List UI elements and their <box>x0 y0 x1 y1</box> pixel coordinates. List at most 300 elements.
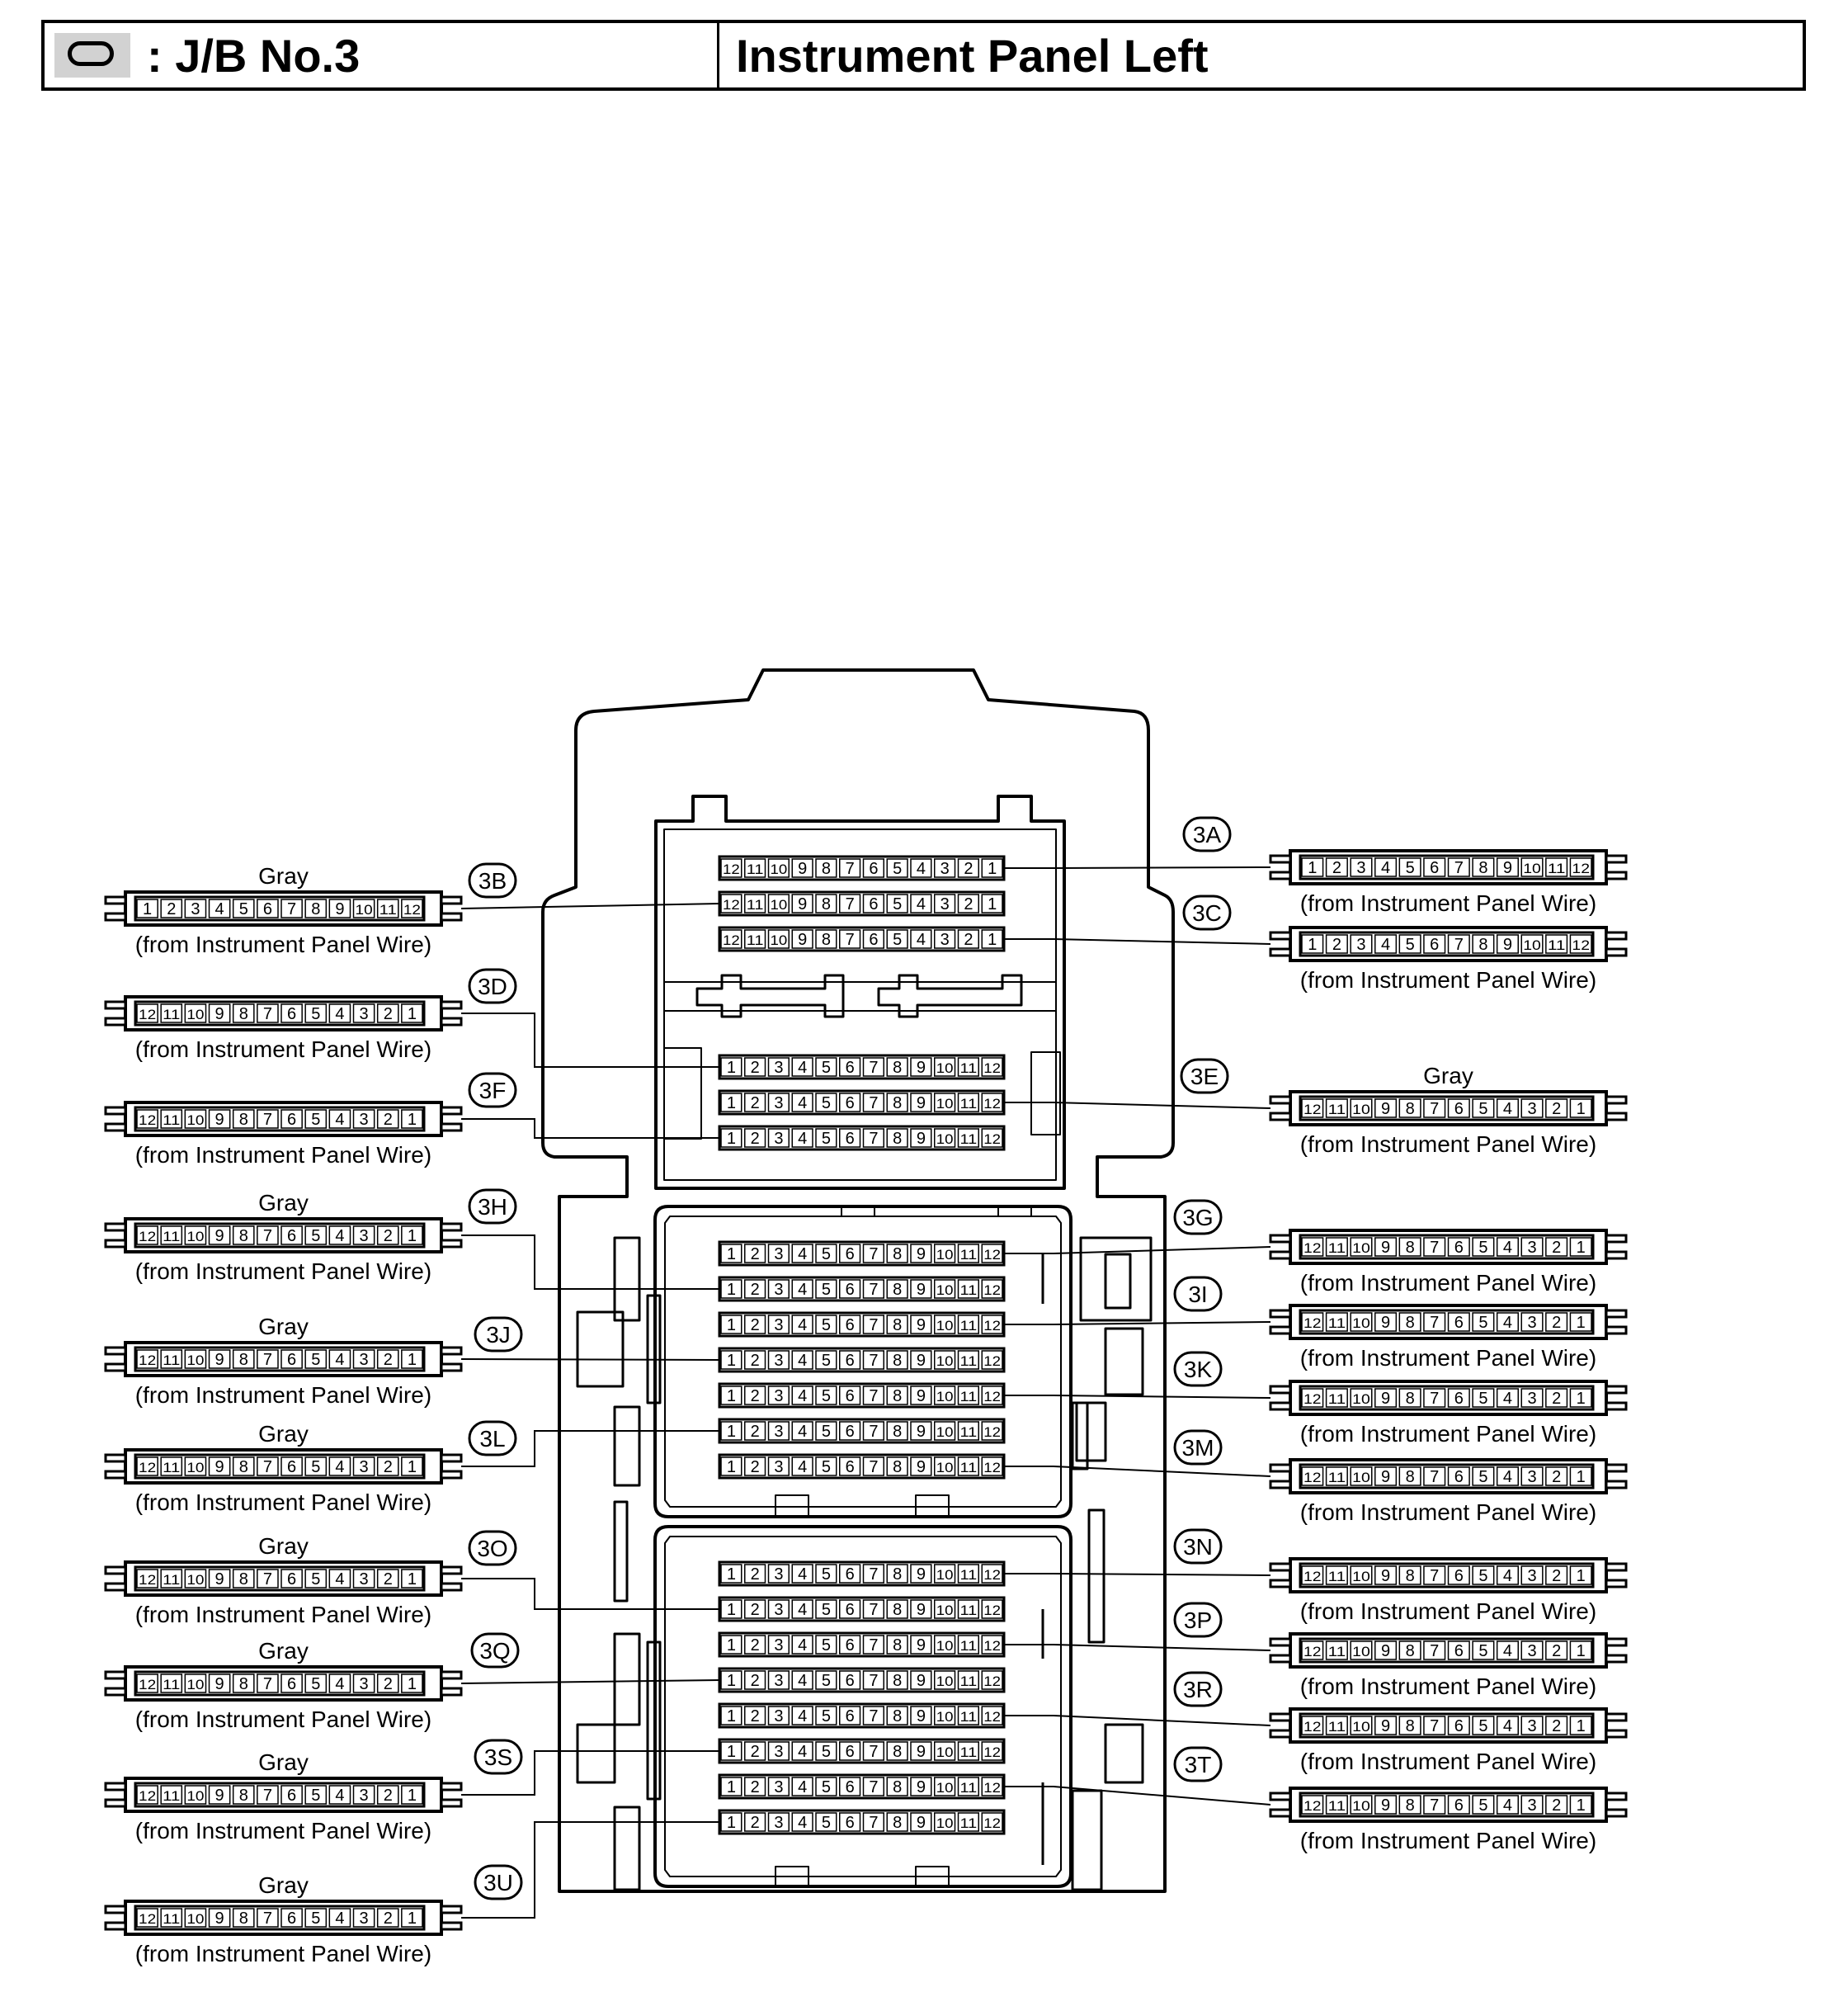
connector-wire-label: (from Instrument Panel Wire) <box>1299 967 1597 993</box>
connector-3u-pin-number: 3 <box>359 1910 369 1928</box>
connector-3n-pin-number: 8 <box>1405 1567 1415 1585</box>
connector-3a-pin-number: 1 <box>1308 859 1318 877</box>
connector-latch-tab <box>441 1364 461 1371</box>
connector-3k-pin-number: 11 <box>1327 1391 1346 1407</box>
connector-wire-label: (from Instrument Panel Wire) <box>134 1382 432 1408</box>
jb-row-pin-number: 5 <box>821 1565 831 1584</box>
connector-3t-pin-number: 1 <box>1576 1796 1586 1815</box>
jb-row-pin-number: 6 <box>845 1352 855 1370</box>
connector-color-label: Gray <box>258 863 309 889</box>
connector-3n-pin-number: 11 <box>1327 1569 1346 1584</box>
connector-3l-pin-number: 6 <box>287 1458 297 1476</box>
jb-row-pin-number: 8 <box>893 1130 903 1148</box>
connector-wire-label: (from Instrument Panel Wire) <box>1299 1673 1597 1699</box>
connector-3e-pin-number: 7 <box>1430 1100 1440 1118</box>
connector-wire-label: (from Instrument Panel Wire) <box>134 1489 432 1515</box>
jb-row-pin-number: 10 <box>936 1709 954 1725</box>
jb-row-pin-number: 10 <box>770 862 788 877</box>
jb-row-pin-number: 11 <box>746 897 764 913</box>
connector-3k-pin-number: 1 <box>1576 1390 1586 1408</box>
connector-wire-label: (from Instrument Panel Wire) <box>1299 1828 1597 1853</box>
jb-row-pin-number: 7 <box>869 1245 879 1263</box>
jb-row-pin-number: 11 <box>959 1060 978 1076</box>
connector-3c-pin-number: 2 <box>1332 936 1341 954</box>
jb-row-pin-number: 4 <box>798 1352 808 1370</box>
connector-wire-label: (from Instrument Panel Wire) <box>134 1818 432 1843</box>
jb-row-pin-number: 12 <box>723 862 740 877</box>
connector-3q-pin-number: 11 <box>163 1677 181 1692</box>
connector-3c-pin-number: 11 <box>1547 937 1566 953</box>
leader-line-3e <box>1004 1102 1270 1108</box>
jb-row-pin-number: 3 <box>774 1352 784 1370</box>
jb-row-pin-number: 6 <box>845 1059 855 1077</box>
jb-row-pin-number: 8 <box>893 1458 903 1476</box>
connector-3t-pin-number: 6 <box>1454 1796 1464 1815</box>
connector-latch-tab <box>1270 1639 1290 1645</box>
jb-row-pin-number: 12 <box>983 1709 1001 1725</box>
connector-3t-pin-number: 7 <box>1430 1796 1440 1815</box>
jb-row-pin-number: 11 <box>959 1318 978 1334</box>
connector-3c-pin-number: 4 <box>1380 936 1391 954</box>
connector-3o-pin-number: 5 <box>311 1570 321 1589</box>
connector-latch-tab <box>106 1107 125 1114</box>
jb-row-pin-number: 2 <box>750 1316 760 1334</box>
connector-3t-pin-number: 9 <box>1380 1796 1391 1815</box>
connector-3o-pin-number: 11 <box>163 1572 181 1588</box>
connector-3f-pin-number: 10 <box>186 1112 205 1128</box>
jb-row-pin-number: 12 <box>983 1567 1001 1583</box>
connector-latch-tab <box>441 1688 461 1695</box>
jb-row-pin-number: 3 <box>774 1743 784 1761</box>
connector-3p-pin-number: 6 <box>1454 1642 1464 1660</box>
connector-3d-pin-number: 3 <box>359 1005 369 1023</box>
jb-row-pin-number: 1 <box>726 1601 736 1619</box>
connector-latch-tab <box>106 1018 125 1025</box>
jb-row-pin-number: 3 <box>774 1130 784 1148</box>
connector-3k-pin-number: 6 <box>1454 1390 1464 1408</box>
connector-latch-tab <box>441 1923 461 1929</box>
connector-3a-pin-number: 10 <box>1523 861 1541 876</box>
connector-3a-pin-number: 6 <box>1430 859 1440 877</box>
jb-row-pin-number: 4 <box>798 1059 808 1077</box>
connector-3n-pin-number: 2 <box>1552 1567 1562 1585</box>
connector-latch-tab <box>106 1224 125 1230</box>
connector-3p-pin-number: 2 <box>1552 1642 1562 1660</box>
jb-row-pin-number: 9 <box>916 1672 926 1690</box>
jb-row-pin-number: 2 <box>964 931 974 949</box>
connector-id-label: 3O <box>477 1536 508 1561</box>
jb-row-pin-number: 5 <box>821 1281 831 1299</box>
connector-latch-tab <box>1606 1252 1626 1258</box>
connector-3g-pin-number: 1 <box>1576 1239 1586 1257</box>
jb-row-pin-number: 8 <box>893 1565 903 1584</box>
connector-3j-pin-number: 6 <box>287 1351 297 1369</box>
jb-row-pin-number: 3 <box>940 860 950 878</box>
connector-3i-pin-number: 4 <box>1502 1314 1513 1332</box>
connector-3g-pin-number: 3 <box>1527 1239 1537 1257</box>
connector-3b-pin-number: 8 <box>311 900 321 918</box>
connector-3h-pin-number: 2 <box>383 1227 393 1245</box>
connector-3o-pin-number: 12 <box>139 1572 157 1588</box>
connector-3d-pin-number: 4 <box>335 1005 345 1023</box>
jb-row-pin-number: 2 <box>750 1130 760 1148</box>
jb-row-pin-number: 11 <box>959 1460 978 1475</box>
connector-3o-pin-number: 1 <box>407 1570 417 1589</box>
jb-row-pin-number: 10 <box>936 1389 954 1404</box>
jb-row-pin-number: 2 <box>750 1059 760 1077</box>
jb-row-pin-number: 12 <box>983 1131 1001 1147</box>
jb-row-pin-number: 5 <box>821 1636 831 1655</box>
connector-wire-label: (from Instrument Panel Wire) <box>134 1707 432 1732</box>
leader-line-3n <box>1004 1574 1270 1575</box>
connector-3e-pin-number: 3 <box>1527 1100 1537 1118</box>
connector-latch-tab <box>441 1018 461 1025</box>
connector-latch-tab <box>1270 1714 1290 1721</box>
connector-3k-pin-number: 4 <box>1502 1390 1513 1408</box>
connector-3d-pin-number: 7 <box>262 1005 272 1023</box>
jb-row-pin-number: 5 <box>821 1387 831 1405</box>
connector-latch-tab <box>1270 1730 1290 1737</box>
connector-3f-pin-number: 12 <box>139 1112 157 1128</box>
connector-3i-pin-number: 8 <box>1405 1314 1415 1332</box>
connector-3h <box>106 1190 461 1284</box>
connector-latch-tab <box>1270 856 1290 862</box>
connector-3j-pin-number: 12 <box>139 1352 157 1368</box>
connector-3u-pin-number: 4 <box>335 1910 345 1928</box>
jb-row-pin-number: 8 <box>821 931 831 949</box>
connector-3o-pin-number: 8 <box>238 1570 248 1589</box>
connector-3a-pin-number: 3 <box>1356 859 1366 877</box>
connector-3p-pin-number: 4 <box>1502 1642 1513 1660</box>
connector-id-label: 3B <box>478 868 507 894</box>
connector-3o-pin-number: 2 <box>383 1570 393 1589</box>
connector-3r-pin-number: 1 <box>1576 1717 1586 1735</box>
jb-row-pin-number: 1 <box>726 1672 736 1690</box>
jb-row-pin-number: 5 <box>893 931 903 949</box>
jb-row-pin-number: 7 <box>845 931 855 949</box>
connector-3f-pin-number: 1 <box>407 1111 417 1129</box>
jb-row-pin-number: 8 <box>821 895 831 913</box>
jb-row-pin-number: 2 <box>750 1423 760 1441</box>
jb-row-pin-number: 4 <box>798 1316 808 1334</box>
jb-row-pin-number: 10 <box>936 1096 954 1112</box>
connector-3t-pin-number: 8 <box>1405 1796 1415 1815</box>
jb-row-pin-number: 7 <box>869 1778 879 1796</box>
connector-latch-tab <box>1606 1465 1626 1471</box>
jb-row-pin-number: 6 <box>845 1316 855 1334</box>
jb-row-pin-number: 4 <box>798 1130 808 1148</box>
jb-row-pin-number: 12 <box>983 1096 1001 1112</box>
jb-row-pin-number: 12 <box>983 1282 1001 1298</box>
jb-row-pin-number: 7 <box>869 1565 879 1584</box>
connector-3f-pin-number: 8 <box>238 1111 248 1129</box>
jb-row-pin-number: 11 <box>959 1815 978 1831</box>
connector-latch-tab <box>441 1783 461 1790</box>
connector-3g-pin-number: 12 <box>1304 1240 1322 1256</box>
jb-row-pin-number: 4 <box>798 1565 808 1584</box>
connector-3d <box>106 997 461 1062</box>
connector-latch-tab <box>441 1348 461 1354</box>
connector-3u-pin-number: 10 <box>186 1911 205 1927</box>
connector-3c-pin-number: 9 <box>1502 936 1513 954</box>
connector-3f-pin-number: 5 <box>311 1111 321 1129</box>
connector-3p <box>1270 1634 1626 1699</box>
connector-3e-pin-number: 5 <box>1478 1100 1488 1118</box>
connector-latch-tab <box>106 1471 125 1478</box>
jb-row-pin-number: 9 <box>798 860 808 878</box>
connector-3h-pin-number: 9 <box>214 1227 224 1245</box>
connector-3q-pin-number: 3 <box>359 1675 369 1693</box>
connector-3b-pin-number: 9 <box>335 900 345 918</box>
connector-3d-pin-number: 5 <box>311 1005 321 1023</box>
connector-3n-pin-number: 1 <box>1576 1567 1586 1585</box>
jb-row-pin-number: 7 <box>869 1601 879 1619</box>
jb-row-pin-number: 10 <box>770 897 788 913</box>
connector-3o-pin-number: 4 <box>335 1570 345 1589</box>
connector-3r-pin-number: 2 <box>1552 1717 1562 1735</box>
connector-3l <box>106 1421 461 1515</box>
connector-color-label: Gray <box>258 1421 309 1447</box>
leader-line-3q <box>461 1680 719 1683</box>
jb-row-pin-number: 3 <box>774 1672 784 1690</box>
connector-3q-pin-number: 9 <box>214 1675 224 1693</box>
connector-latch-tab <box>106 1567 125 1574</box>
connector-3h-pin-number: 1 <box>407 1227 417 1245</box>
jb-row-pin-number: 1 <box>988 931 997 949</box>
jb-row-pin-number: 7 <box>869 1281 879 1299</box>
connector-3n-pin-number: 9 <box>1380 1567 1391 1585</box>
connector-3j-pin-number: 9 <box>214 1351 224 1369</box>
jb-row-pin-number: 10 <box>936 1673 954 1689</box>
connector-color-label: Gray <box>258 1314 309 1339</box>
connector-latch-tab <box>1270 1481 1290 1488</box>
jb-row-pin-number: 3 <box>774 1458 784 1476</box>
connector-3r-pin-number: 12 <box>1304 1719 1322 1735</box>
jb-row-pin-number: 11 <box>959 1424 978 1440</box>
connector-3u-pin-number: 2 <box>383 1910 393 1928</box>
jb-row-pin-number: 9 <box>916 1130 926 1148</box>
connector-3n-pin-number: 3 <box>1527 1567 1537 1585</box>
jb-row-pin-number: 10 <box>936 1282 954 1298</box>
connector-latch-tab <box>1606 1097 1626 1103</box>
leader-line-3i <box>1004 1322 1270 1324</box>
connector-3i-pin-number: 11 <box>1327 1315 1346 1331</box>
jb-row-pin-number: 5 <box>821 1601 831 1619</box>
jb-row-pin-number: 6 <box>845 1814 855 1832</box>
connector-3r <box>1270 1709 1626 1774</box>
leader-line-3f <box>461 1119 719 1138</box>
jb-row-pin-number: 2 <box>964 895 974 913</box>
connector-3g-pin-number: 7 <box>1430 1239 1440 1257</box>
jb-row-pin-number: 9 <box>916 1601 926 1619</box>
connector-latch-tab <box>1606 1310 1626 1317</box>
jb-row-pin-number: 2 <box>750 1387 760 1405</box>
jb-row-pin-number: 2 <box>750 1707 760 1725</box>
connector-3m-pin-number: 12 <box>1304 1470 1322 1485</box>
jb-row-pin-number: 1 <box>726 1565 736 1584</box>
jb-row-pin-number: 9 <box>916 1281 926 1299</box>
jb-row-pin-number: 10 <box>936 1131 954 1147</box>
jb-row-pin-number: 7 <box>869 1423 879 1441</box>
jb-row-pin-number: 10 <box>936 1744 954 1760</box>
jb-row-pin-number: 12 <box>983 1247 1001 1263</box>
connector-3a-pin-number: 5 <box>1405 859 1415 877</box>
connector-latch-tab <box>106 1906 125 1913</box>
jb-row-pin-number: 11 <box>746 932 764 948</box>
jb-row-pin-number: 4 <box>916 860 926 878</box>
connector-3a-pin-number: 12 <box>1572 861 1591 876</box>
connector-3p-pin-number: 12 <box>1304 1644 1322 1659</box>
connector-3a-pin-number: 2 <box>1332 859 1341 877</box>
connector-latch-tab <box>1270 1252 1290 1258</box>
jb-row-pin-number: 12 <box>983 1603 1001 1618</box>
jb-row-pin-number: 10 <box>936 1460 954 1475</box>
jb-row-pin-number: 5 <box>821 1352 831 1370</box>
connector-latch-tab <box>106 1688 125 1695</box>
jb-row-pin-number: 5 <box>821 1423 831 1441</box>
jb-row-pin-number: 6 <box>845 1778 855 1796</box>
connector-3h-pin-number: 7 <box>262 1227 272 1245</box>
connector-3u-pin-number: 6 <box>287 1910 297 1928</box>
connector-latch-tab <box>106 1240 125 1247</box>
connector-3o-pin-number: 3 <box>359 1570 369 1589</box>
connector-latch-tab <box>1270 1403 1290 1409</box>
connector-3l-pin-number: 3 <box>359 1458 369 1476</box>
jb-row-pin-number: 11 <box>959 1096 978 1112</box>
connector-latch-tab <box>441 1800 461 1806</box>
jb-row-pin-number: 8 <box>893 1743 903 1761</box>
connector-3l-pin-number: 4 <box>335 1458 345 1476</box>
connector-3b-pin-number: 12 <box>403 902 421 918</box>
jb-row-pin-number: 2 <box>750 1094 760 1112</box>
connector-3k-pin-number: 7 <box>1430 1390 1440 1408</box>
connector-latch-tab <box>106 897 125 904</box>
connector-3s-pin-number: 11 <box>163 1788 181 1804</box>
connector-latch-tab <box>1270 1310 1290 1317</box>
connector-latch-tab <box>1270 872 1290 879</box>
connector-3d-pin-number: 2 <box>383 1005 393 1023</box>
jb-row-pin-number: 9 <box>916 1059 926 1077</box>
jb-row-pin-number: 9 <box>916 1094 926 1112</box>
jb-row-pin-number: 3 <box>940 931 950 949</box>
connector-3l-pin-number: 10 <box>186 1460 205 1475</box>
connector-3f-pin-number: 11 <box>163 1112 181 1128</box>
jb-row-pin-number: 1 <box>726 1707 736 1725</box>
jb-row-pin-number: 5 <box>821 1094 831 1112</box>
connector-3j <box>106 1314 461 1408</box>
jb-row-pin-number: 4 <box>798 1814 808 1832</box>
connector-wire-label: (from Instrument Panel Wire) <box>134 1142 432 1168</box>
jb-row-pin-number: 8 <box>821 860 831 878</box>
connector-3e-pin-number: 10 <box>1352 1102 1370 1117</box>
jb-row-pin-number: 2 <box>750 1636 760 1655</box>
jb-row-pin-number: 9 <box>916 1778 926 1796</box>
jb-row-pin-number: 8 <box>893 1352 903 1370</box>
jb-row-pin-number: 4 <box>798 1778 808 1796</box>
connector-3s-pin-number: 7 <box>262 1787 272 1805</box>
connector-id-label: 3T <box>1184 1752 1212 1777</box>
jb-row-pin-number: 10 <box>936 1424 954 1440</box>
jb-row-pin-number: 9 <box>916 1743 926 1761</box>
connector-3j-pin-number: 10 <box>186 1352 205 1368</box>
connector-3j-pin-number: 5 <box>311 1351 321 1369</box>
jb-row-pin-number: 10 <box>936 1060 954 1076</box>
connector-3j-pin-number: 4 <box>335 1351 345 1369</box>
connector-3j-pin-number: 2 <box>383 1351 393 1369</box>
connector-id-label: 3K <box>1183 1357 1213 1382</box>
connector-3s-pin-number: 5 <box>311 1787 321 1805</box>
connector-latch-tab <box>1606 1235 1626 1242</box>
connector-wire-label: (from Instrument Panel Wire) <box>134 932 432 957</box>
jb-row-pin-number: 9 <box>916 1565 926 1584</box>
connector-3f-pin-number: 7 <box>262 1111 272 1129</box>
connector-3l-pin-number: 11 <box>163 1460 181 1475</box>
connector-latch-tab <box>1606 1564 1626 1570</box>
connector-3r-pin-number: 10 <box>1352 1719 1370 1735</box>
connector-latch-tab <box>106 1584 125 1590</box>
connector-latch-tab <box>441 1240 461 1247</box>
jb-row-pin-number: 7 <box>869 1094 879 1112</box>
jb-row-pin-number: 11 <box>959 1603 978 1618</box>
jb-row-pin-number: 2 <box>750 1352 760 1370</box>
connector-3l-pin-number: 8 <box>238 1458 248 1476</box>
connector-3n <box>1270 1559 1626 1624</box>
connector-3p-pin-number: 9 <box>1380 1642 1391 1660</box>
connector-3n-pin-number: 5 <box>1478 1567 1488 1585</box>
connector-latch-tab <box>441 1124 461 1131</box>
jb-row-pin-number: 9 <box>916 1814 926 1832</box>
connector-3i-pin-number: 10 <box>1352 1315 1370 1331</box>
jb-row-pin-number: 2 <box>750 1778 760 1796</box>
jb-row-pin-number: 8 <box>893 1672 903 1690</box>
connector-3o-pin-number: 7 <box>262 1570 272 1589</box>
connector-id-label: 3C <box>1192 900 1222 926</box>
connector-color-label: Gray <box>1423 1063 1473 1088</box>
connector-3p-pin-number: 5 <box>1478 1642 1488 1660</box>
connector-latch-tab <box>441 913 461 920</box>
jb-row-pin-number: 2 <box>964 860 974 878</box>
connector-3t-pin-number: 11 <box>1327 1798 1346 1814</box>
jb-row-pin-number: 10 <box>770 932 788 948</box>
connector-3s-pin-number: 6 <box>287 1787 297 1805</box>
jb-row-pin-number: 4 <box>798 1423 808 1441</box>
connector-3b-pin-number: 11 <box>379 902 397 918</box>
connector-latch-tab <box>1270 1235 1290 1242</box>
connector-3d-pin-number: 10 <box>186 1007 205 1022</box>
jb-row-pin-number: 9 <box>916 1707 926 1725</box>
jb-row-pin-number: 3 <box>774 1245 784 1263</box>
connector-latch-tab <box>1270 1386 1290 1393</box>
jb-row-pin-number: 11 <box>959 1780 978 1796</box>
connector-wire-label: (from Instrument Panel Wire) <box>1299 1421 1597 1447</box>
jb-row-pin-number: 12 <box>983 1744 1001 1760</box>
jb-row-pin-number: 6 <box>845 1743 855 1761</box>
connector-3r-pin-number: 7 <box>1430 1717 1440 1735</box>
connector-3m <box>1270 1460 1626 1525</box>
jb-row-pin-number: 6 <box>845 1094 855 1112</box>
connector-3e-pin-number: 6 <box>1454 1100 1464 1118</box>
connector-3s-pin-number: 3 <box>359 1787 369 1805</box>
jb-row-pin-number: 6 <box>869 895 879 913</box>
connector-3u-pin-number: 5 <box>311 1910 321 1928</box>
jb-row-pin-number: 11 <box>959 1353 978 1369</box>
jb-connector-rows <box>719 857 1004 1834</box>
jb-row-pin-number: 12 <box>723 932 740 948</box>
jb-row-pin-number: 5 <box>821 1458 831 1476</box>
connector-3g-pin-number: 8 <box>1405 1239 1415 1257</box>
connector-3f-pin-number: 3 <box>359 1111 369 1129</box>
connector-id-label: 3H <box>478 1194 507 1220</box>
